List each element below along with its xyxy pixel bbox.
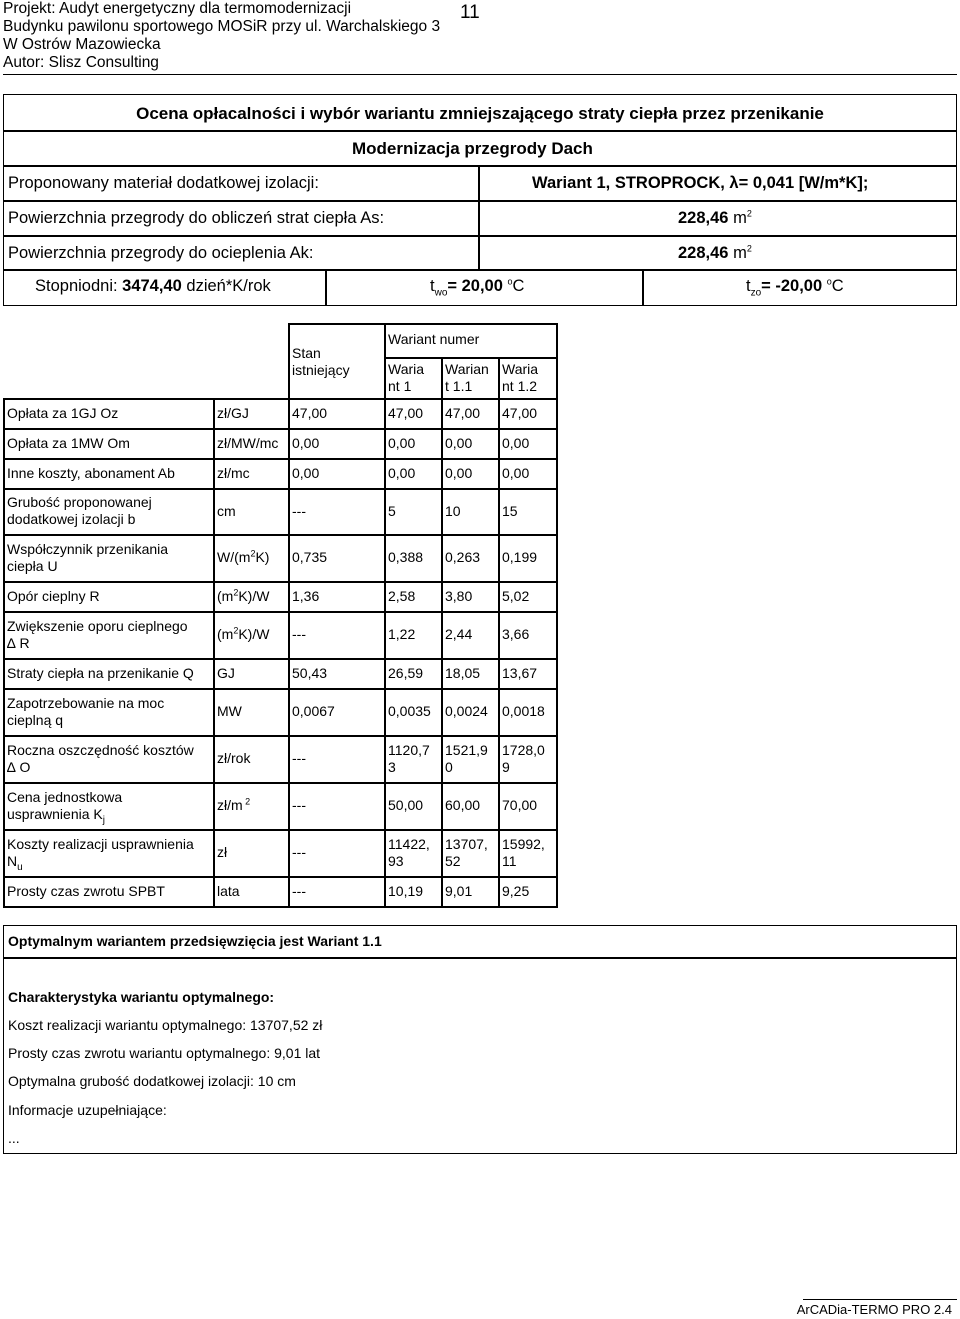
table-row-divider [3, 534, 558, 536]
table-row-label: Inne koszty, abonament Ab [7, 464, 175, 481]
table-value-cell: 3,80 [445, 587, 473, 604]
table-value-cell: 10 [445, 502, 461, 519]
table-value-cell: 0,388 [388, 549, 424, 565]
table-value-cell: 1521,9 0 [445, 741, 488, 775]
table-row-label: Opłata za 1GJ Oz [7, 404, 119, 421]
header-divider [3, 74, 957, 75]
temp-unit: C [831, 277, 844, 295]
degree-days-unit: dzień*K/rok [181, 277, 271, 295]
table-header-border [288, 323, 290, 398]
table-row-unit: lata [217, 882, 240, 899]
header-variant-label: Waria nt 1.2 [502, 361, 539, 394]
table-value-cell: 2,44 [445, 626, 473, 642]
table-row-divider [3, 829, 558, 831]
summary-divider [3, 165, 957, 167]
header-variant-label: Warian t 1.1 [445, 361, 489, 394]
table-value-cell: 5 [388, 502, 396, 519]
degree-symbol: o [507, 276, 513, 287]
table-row-divider [3, 428, 558, 430]
table-value-cell: 0,0035 [388, 703, 431, 719]
table-value-cell: 13,67 [502, 664, 538, 681]
summary-col-divider [642, 269, 644, 306]
table-value-cell: 60,00 [445, 797, 481, 813]
table-row-unit: zł/m $^2$ [217, 796, 251, 813]
table-row-divider [3, 658, 558, 660]
footer-software: ArCADia-TERMO PRO 2.4 [796, 1302, 952, 1317]
table-value-cell: 15992, 11 [502, 835, 545, 869]
additional-info-label: Informacje uzupełniające: [8, 1102, 167, 1118]
degree-days-value: 3474,40 [122, 277, 182, 295]
table-value-cell: 70,00 [502, 797, 538, 813]
additional-info-value: ... [8, 1130, 20, 1146]
footer-divider [803, 1299, 957, 1300]
ak-value [678, 244, 752, 263]
table-value-cell: --- [292, 502, 306, 519]
table-row-divider [3, 782, 558, 784]
conclusion-box [3, 925, 957, 1154]
summary-col-divider [478, 165, 480, 269]
table-row-divider [3, 735, 558, 737]
as-label: Powierzchnia przegrody do obliczeń strat ciepła As: [8, 209, 385, 227]
material-value [532, 174, 868, 193]
document-header [3, 0, 440, 72]
table-row-unit: $(m^2K)/W$ [217, 586, 270, 604]
material-label: Proponowany materiał dodatkowej izolacji: [8, 174, 319, 192]
internal-temp-value: = 20,00 [447, 277, 508, 295]
table-row-unit: zł/MW/mc [217, 434, 279, 451]
table-value-cell: 0,0024 [445, 703, 488, 719]
optimal-thickness: Optymalna grubość dodatkowej izolacji: 10 cm [8, 1073, 296, 1089]
table-row-unit: zł/mc [217, 464, 250, 481]
table-header-border [288, 323, 558, 325]
summary-divider [3, 130, 957, 132]
table-value-cell: 13707, 52 [445, 835, 488, 869]
table-value-cell: 47,00 [502, 404, 538, 421]
page-number: 11 [460, 2, 480, 23]
table-value-cell: 3,66 [502, 626, 530, 642]
table-value-cell: 50,43 [292, 664, 328, 681]
table-value-cell: 15 [502, 502, 518, 519]
table-value-cell: 0,00 [388, 464, 416, 481]
header-city-line: W Ostrów Mazowiecka [3, 36, 161, 53]
table-value-cell: 50,00 [388, 797, 424, 813]
table-row-unit: cm [217, 502, 236, 519]
table-value-cell: 0,00 [502, 434, 530, 451]
table-row-unit: zł/rok [217, 750, 251, 766]
ak-label: Powierzchnia przegrody do ocieplenia Ak: [8, 244, 314, 262]
ak-number: 228,46 [678, 244, 729, 262]
table-value-cell: 0,0067 [292, 703, 335, 719]
table-row-label: Współczynnik przenikania ciepła U [7, 540, 169, 574]
summary-title: Ocena opłacalności i wybór wariantu zmniejszającego straty ciepła przez przenikanie [136, 104, 824, 123]
table-value-cell: 0,00 [292, 464, 320, 481]
table-header-divider [384, 357, 556, 359]
lambda-symbol: λ [729, 174, 739, 192]
table-header-divider [441, 357, 443, 398]
material-value-suffix: = 0,041 [W/m*K]; [738, 174, 869, 192]
degree-days-label: Stopniodni: [35, 277, 123, 295]
as-value [678, 209, 752, 228]
table-value-cell: 0,0018 [502, 703, 545, 719]
degree-days [35, 277, 271, 296]
table-row-label: Opór cieplny R [7, 587, 100, 604]
table-value-cell: 26,59 [388, 664, 424, 681]
table-value-cell: --- [292, 844, 306, 860]
area-exponent: 2 [746, 208, 752, 219]
table-row-divider [3, 458, 558, 460]
table-value-cell: 1,22 [388, 626, 416, 642]
optimal-payback: Prosty czas zwrotu wariantu optymalnego: 9,01 lat [8, 1045, 321, 1061]
as-number: 228,46 [678, 209, 729, 227]
header-building-line: Budynku pawilonu sportowego MOSiR przy ul. Warchalskiego 3 [3, 18, 441, 35]
table-row-divider [3, 876, 558, 878]
internal-temp [430, 276, 525, 299]
table-value-cell: 9,25 [502, 882, 530, 899]
table-header-border [384, 323, 386, 398]
conclusion-divider [3, 957, 957, 959]
table-value-cell: 0,00 [292, 434, 320, 451]
table-value-cell: 11422, 93 [388, 835, 430, 869]
table-row-label: Roczna oszczędność kosztów ∆ O [7, 741, 194, 775]
table-row-unit: zł/GJ [217, 404, 249, 421]
summary-divider [3, 200, 957, 202]
table-row-label: Zwiększenie oporu cieplnego ∆ R [7, 617, 188, 651]
table-row-unit: MW [217, 703, 242, 719]
table-row-label: Opłata za 1MW Om [7, 434, 130, 451]
table-value-cell: 2,58 [388, 587, 416, 604]
header-variant-label: Waria nt 1 [388, 361, 425, 394]
temp-unit: C [512, 277, 525, 295]
summary-divider [3, 235, 957, 237]
table-row-label: Koszty realizacji usprawnienia $N_u$ [7, 835, 194, 873]
table-row-label: Zapotrzebowanie na moc cieplną q [7, 694, 165, 728]
area-exponent: 2 [746, 243, 752, 254]
table-value-cell: 47,00 [292, 404, 328, 421]
table-value-cell: 18,05 [445, 664, 481, 681]
table-row-unit: $W/(m^2K)$ [217, 548, 270, 565]
table-value-cell: 47,00 [445, 404, 481, 421]
table-row-label: Cena jednostkowa usprawnienia $K_j$ [7, 788, 123, 826]
table-value-cell: --- [292, 882, 306, 899]
table-value-cell: 1728,0 9 [502, 741, 545, 775]
table-row-label: Grubość proponowanej dodatkowej izolacji b [7, 494, 152, 527]
table-value-cell: 9,01 [445, 882, 473, 899]
temp-symbol: t [746, 277, 751, 295]
table-value-cell: --- [292, 797, 306, 813]
temp-subscript: wo [434, 287, 448, 299]
summary-col-divider [325, 269, 327, 306]
area-unit: m [733, 209, 747, 227]
temp-symbol: t [430, 277, 435, 295]
table-value-cell: 0,199 [502, 549, 538, 565]
table-value-cell: --- [292, 750, 306, 766]
header-author-line: Autor: Slisz Consulting [3, 54, 159, 71]
table-row-label: Straty ciepła na przenikanie Q [7, 664, 194, 681]
area-unit: m [733, 244, 747, 262]
table-value-cell: 0,263 [445, 549, 481, 565]
table-row-unit: GJ [217, 664, 235, 681]
table-row-divider [3, 611, 558, 613]
table-row-divider [3, 688, 558, 690]
summary-divider [3, 269, 957, 271]
temp-subscript: zo [750, 287, 762, 299]
table-value-cell: 0,00 [445, 434, 473, 451]
degree-symbol: o [826, 276, 832, 287]
table-value-cell: --- [292, 626, 306, 642]
table-header-border [556, 323, 558, 398]
table-value-cell: 10,19 [388, 882, 424, 899]
optimal-variant: Optymalnym wariantem przedsięwzięcia jest Wariant 1.1 [8, 933, 382, 949]
header-variant-number: Wariant numer [388, 331, 480, 347]
table-value-cell: 0,00 [388, 434, 416, 451]
header-existing-state: Stan istniejący [292, 345, 350, 378]
table-header-divider [498, 357, 500, 398]
table-border [3, 398, 558, 400]
table-row-unit: $(m^2K)/W$ [217, 625, 270, 642]
header-project-line: Projekt: Audyt energetyczny dla termomodernizacji [3, 0, 352, 17]
table-row-unit: zł [217, 844, 228, 860]
table-row-divider [3, 488, 558, 490]
table-value-cell: 47,00 [388, 404, 424, 421]
optimal-cost: Koszt realizacji wariantu optymalnego: 13707,52 zł [8, 1017, 323, 1033]
summary-subtitle: Modernizacja przegrody Dach [352, 139, 593, 158]
table-row-divider [3, 906, 558, 908]
table-value-cell: 0,00 [502, 464, 530, 481]
external-temp-value: = -20,00 [761, 277, 827, 295]
table-value-cell: 0,735 [292, 549, 328, 565]
external-temp [746, 276, 844, 299]
table-row-divider [3, 581, 558, 583]
optimal-characteristics-title: Charakterystyka wariantu optymalnego: [8, 989, 275, 1005]
table-value-cell: 1120,7 3 [388, 741, 430, 775]
material-value-prefix: Wariant 1, STROPROCK, [532, 174, 730, 192]
table-value-cell: 1,36 [292, 587, 320, 604]
table-row-label: Prosty czas zwrotu SPBT [7, 882, 165, 899]
table-value-cell: 5,02 [502, 587, 530, 604]
table-value-cell: 0,00 [445, 464, 473, 481]
